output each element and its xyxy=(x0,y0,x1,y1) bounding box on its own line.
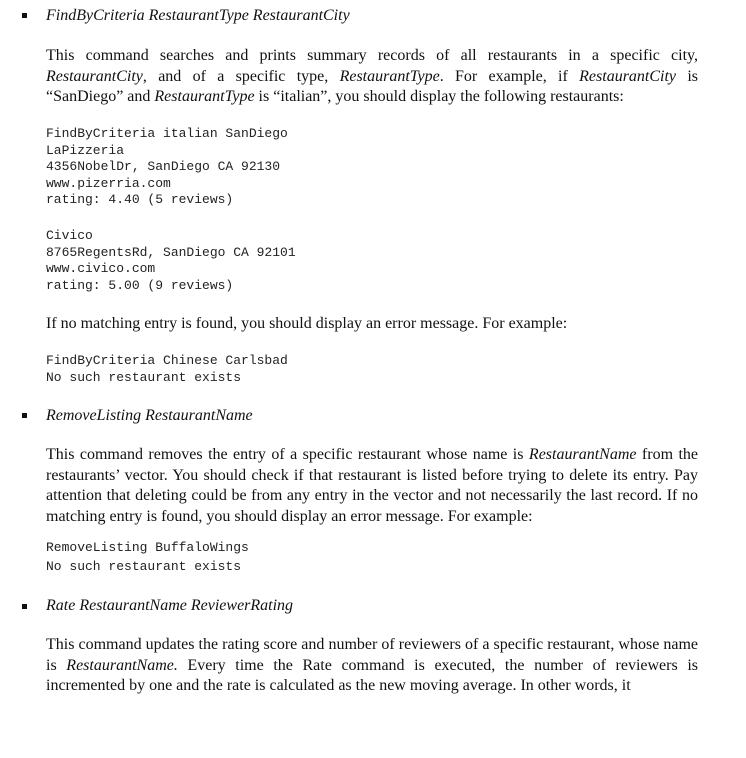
result-website: www.pizerria.com xyxy=(46,175,171,191)
text-run: is “italian”, you should display the following restaurants: xyxy=(254,88,624,105)
text-run: . For example, if xyxy=(439,67,580,85)
text-run: This command updates the rating score and number of reviewers of a specific restaurant, whose name is xyxy=(46,636,698,674)
findbycriteria-heading: FindByCriteria RestaurantType RestaurantCity xyxy=(46,7,350,24)
text-run: from the restaurants’ vector. You should check if that restaurant is listed before trying to delete its entry. Pay attention that deleting could be from any entry in the vector and not necessarily the last record. If no matching entry is found, you should display an error message. For example: xyxy=(46,446,698,525)
rate-heading: Rate RestaurantName ReviewerRating xyxy=(46,597,294,614)
result-name: Civico xyxy=(46,228,93,243)
bullet-marker xyxy=(22,13,27,18)
italic-term: RestaurantType xyxy=(154,88,255,105)
removelisting-example-output: No such restaurant exists xyxy=(46,558,242,574)
findbycriteria-error-command: FindByCriteria Chinese Carlsbad xyxy=(46,353,288,368)
italic-term: RestaurantName. xyxy=(66,656,178,674)
italic-term: RestaurantCity xyxy=(46,67,143,85)
removelisting-heading: RemoveListing RestaurantName xyxy=(46,407,253,424)
text-run: is “SanDiego” and xyxy=(46,67,699,105)
bullet-marker xyxy=(22,604,27,609)
text-run: This command searches and prints summary records of all restaurants in a specific city, xyxy=(46,47,698,64)
findbycriteria-example-command: FindByCriteria italian SanDiego xyxy=(46,126,288,141)
result-website: www.civico.com xyxy=(46,261,156,276)
removelisting-example-command: RemoveListing BuffaloWings xyxy=(46,540,249,555)
result-rating: rating: 5.00 (9 reviews) xyxy=(46,277,234,293)
italic-term: RestaurantType xyxy=(339,67,440,85)
rate-description xyxy=(46,635,698,697)
result-rating: rating: 4.40 (5 reviews) xyxy=(46,192,234,207)
result-name: LaPizzeria xyxy=(46,142,125,158)
findbycriteria-error-output: No such restaurant exists xyxy=(46,369,242,385)
findbycriteria-description xyxy=(46,46,698,108)
result-address: 4356NobelDr, SanDiego CA 92130 xyxy=(46,159,281,174)
removelisting-description xyxy=(46,445,698,527)
findbycriteria-error-note: If no matching entry is found, you should display an error message. For example: xyxy=(46,315,568,332)
text-run: Every time the Rate command is executed, the number of reviewers is incremented by one and the rate is calculated as the new moving average. In other words, it xyxy=(46,656,699,694)
italic-term: RestaurantName xyxy=(528,446,637,463)
bullet-marker xyxy=(22,413,27,418)
text-run: , and of a specific type, xyxy=(142,67,340,85)
italic-term: RestaurantCity xyxy=(579,67,677,85)
result-address: 8765RegentsRd, SanDiego CA 92101 xyxy=(46,244,296,260)
text-run: This command removes the entry of a specific restaurant whose name is xyxy=(46,446,529,463)
